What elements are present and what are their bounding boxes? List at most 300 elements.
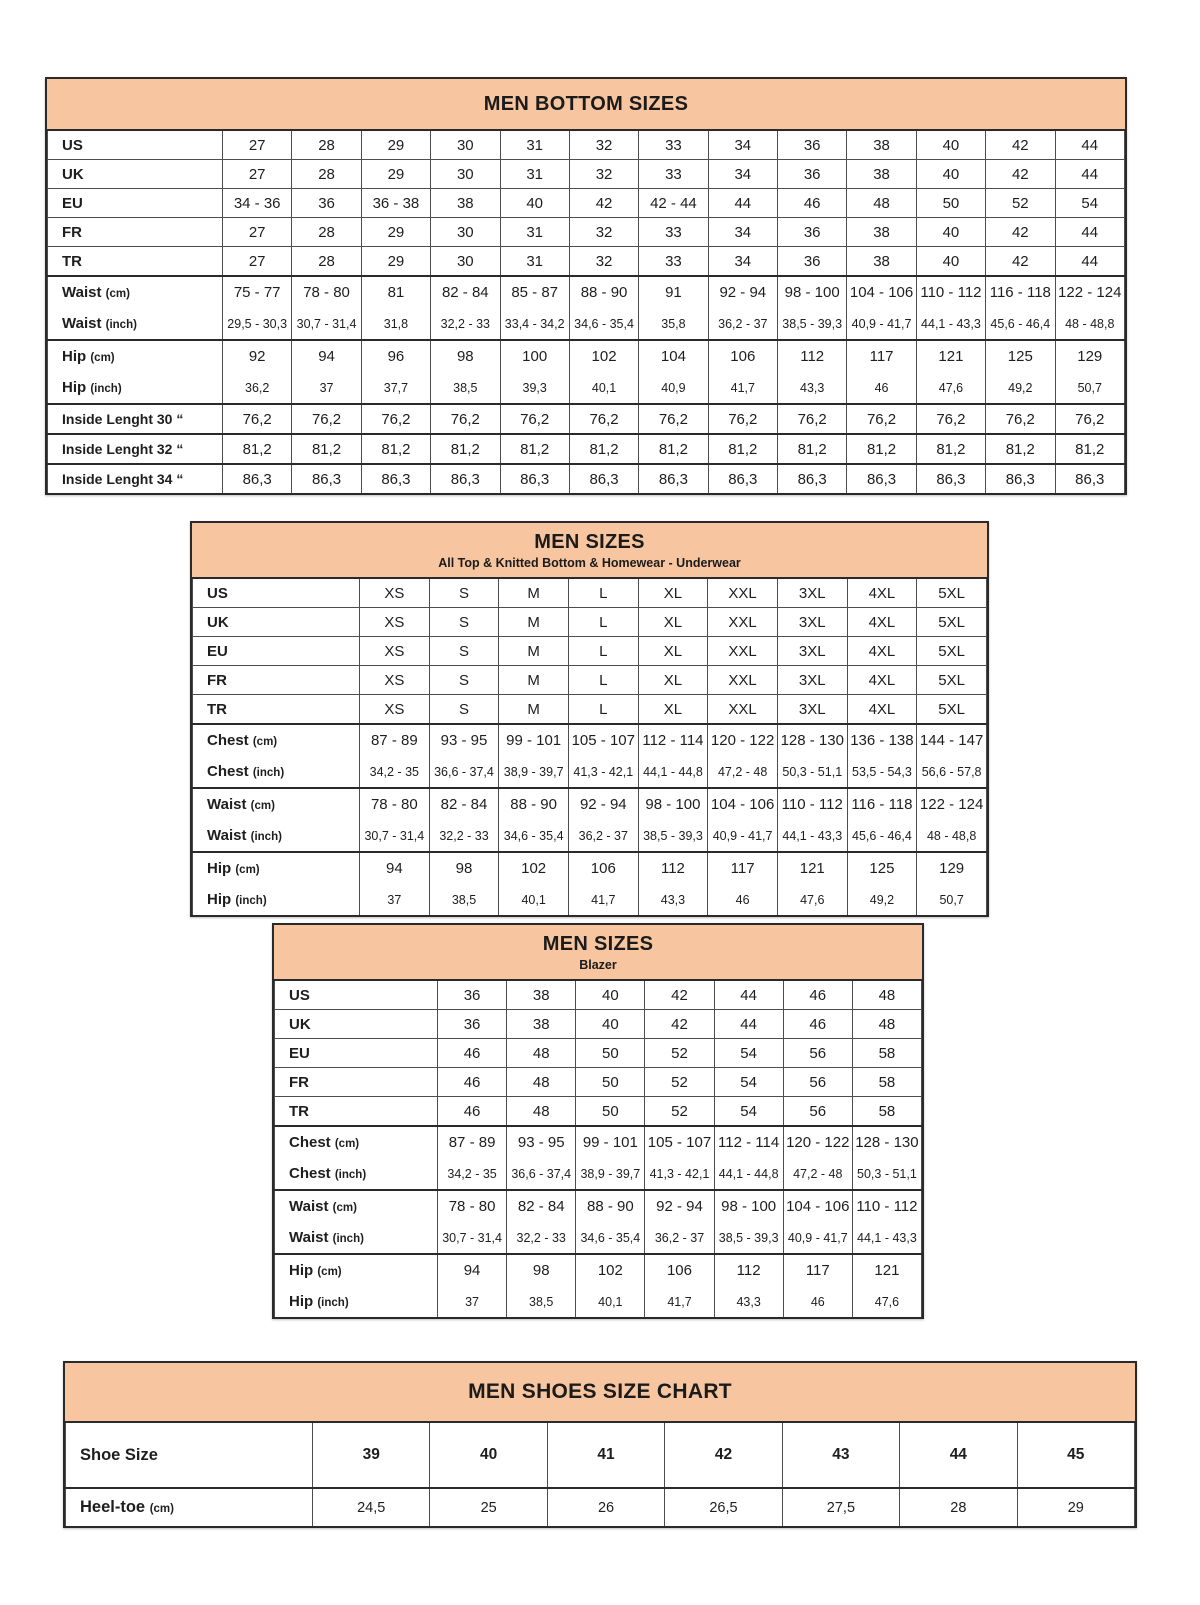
size-value-cell: 85 - 87 <box>500 276 569 308</box>
row-label: Waist (cm) <box>48 276 223 308</box>
size-value-cell: 42 <box>986 131 1055 160</box>
size-value-cell: 36,2 - 37 <box>645 1222 714 1254</box>
table-row <box>193 724 987 756</box>
size-value-cell: 121 <box>777 852 847 884</box>
size-value-cell: 32,2 - 33 <box>507 1222 576 1254</box>
table-header <box>65 1363 1135 1423</box>
size-value-cell: 78 - 80 <box>360 788 430 820</box>
row-label: US <box>193 579 360 608</box>
size-value-cell: 81,2 <box>778 434 847 464</box>
size-value-cell: 32 <box>569 218 638 247</box>
size-value-cell: 76,2 <box>1055 404 1125 434</box>
size-value-cell: 27 <box>223 160 292 189</box>
size-value-cell: 52 <box>645 1039 714 1068</box>
size-value-cell: 41,3 - 42,1 <box>568 756 638 788</box>
size-value-cell: 104 - 106 <box>847 276 916 308</box>
size-value-cell: XL <box>638 695 708 725</box>
size-value-cell: 38,5 <box>507 1286 576 1317</box>
size-value-cell: 34,6 - 35,4 <box>569 308 638 340</box>
table-title: MEN SHOES SIZE CHART <box>468 1380 732 1403</box>
size-value-cell: 32,2 - 33 <box>429 820 499 852</box>
size-value-cell: 38,9 - 39,7 <box>576 1158 645 1190</box>
size-value-cell: 29 <box>361 218 430 247</box>
size-value-cell: 40 <box>916 247 985 277</box>
size-value-cell: 5XL <box>917 579 987 608</box>
size-value-cell: 46 <box>438 1097 507 1127</box>
size-value-cell: 30,7 - 31,4 <box>292 308 361 340</box>
size-value-cell: 36 <box>438 981 507 1010</box>
size-value-cell: 117 <box>708 852 778 884</box>
table-row <box>48 340 1125 372</box>
size-value-cell: 81,2 <box>361 434 430 464</box>
size-value-cell: 98 <box>507 1254 576 1286</box>
size-value-cell: 98 <box>429 852 499 884</box>
size-value-cell: XS <box>360 637 430 666</box>
row-label: Waist (inch) <box>193 820 360 852</box>
row-label: Hip (inch) <box>48 372 223 404</box>
size-value-cell: 99 - 101 <box>499 724 569 756</box>
size-value-cell: 43,3 <box>638 884 708 915</box>
size-value-cell: XXL <box>708 579 778 608</box>
size-table <box>192 579 987 915</box>
size-value-cell: 102 <box>499 852 569 884</box>
size-value-cell: 38,5 - 39,3 <box>638 820 708 852</box>
size-value-cell: 88 - 90 <box>499 788 569 820</box>
row-label-unit: (inch) <box>334 1169 367 1181</box>
size-value-cell: 26,5 <box>665 1488 782 1526</box>
size-value-cell: 81,2 <box>223 434 292 464</box>
row-label: Waist (cm) <box>193 788 360 820</box>
size-value-cell: 86,3 <box>778 464 847 493</box>
size-value-cell: 102 <box>569 340 638 372</box>
size-value-cell: 5XL <box>917 695 987 725</box>
row-label-unit: (inch) <box>250 831 282 843</box>
size-value-cell: 56 <box>783 1068 852 1097</box>
size-value-cell: 76,2 <box>361 404 430 434</box>
size-value-cell: 86,3 <box>361 464 430 493</box>
size-value-cell: 125 <box>847 852 917 884</box>
size-value-cell: 42 <box>569 189 638 218</box>
size-value-cell: 44,1 - 43,3 <box>777 820 847 852</box>
size-value-cell: 42 <box>645 1010 714 1039</box>
size-value-cell: 96 <box>361 340 430 372</box>
size-value-cell: 75 - 77 <box>223 276 292 308</box>
size-value-cell: 30 <box>431 131 500 160</box>
row-label: UK <box>193 608 360 637</box>
row-label-unit: (cm) <box>105 288 130 300</box>
size-value-cell: 38 <box>507 1010 576 1039</box>
size-value-cell: 44 <box>714 1010 783 1039</box>
size-value-cell: S <box>429 637 499 666</box>
size-value-cell: 76,2 <box>569 404 638 434</box>
size-value-cell: 40 <box>430 1423 547 1488</box>
size-value-cell: 50,3 - 51,1 <box>852 1158 921 1190</box>
size-value-cell: 4XL <box>847 579 917 608</box>
size-value-cell: 25 <box>430 1488 547 1526</box>
size-value-cell: 35,8 <box>639 308 708 340</box>
size-value-cell: 31 <box>500 247 569 277</box>
size-value-cell: L <box>568 666 638 695</box>
table-row <box>48 372 1125 404</box>
size-value-cell: 28 <box>900 1488 1017 1526</box>
table-row <box>66 1488 1135 1526</box>
table-row <box>193 579 987 608</box>
size-value-cell: 34 <box>708 247 777 277</box>
size-value-cell: 34,2 - 35 <box>438 1158 507 1190</box>
size-value-cell: 50 <box>916 189 985 218</box>
size-value-cell: 40 <box>916 160 985 189</box>
size-value-cell: 52 <box>645 1068 714 1097</box>
size-value-cell: 76,2 <box>500 404 569 434</box>
size-value-cell: 92 - 94 <box>645 1190 714 1222</box>
size-value-cell: S <box>429 608 499 637</box>
men-shoes-size-chart-table <box>63 1361 1137 1528</box>
size-value-cell: 53,5 - 54,3 <box>847 756 917 788</box>
size-value-cell: 28 <box>292 218 361 247</box>
size-value-cell: 43 <box>782 1423 899 1488</box>
size-value-cell: 76,2 <box>639 404 708 434</box>
size-value-cell: 104 - 106 <box>783 1190 852 1222</box>
size-value-cell: 30 <box>431 247 500 277</box>
row-label-unit: (cm) <box>332 1202 357 1214</box>
size-value-cell: 86,3 <box>847 464 916 493</box>
size-value-cell: 44,1 - 43,3 <box>916 308 985 340</box>
table-row <box>48 464 1125 493</box>
row-label: Waist (inch) <box>48 308 223 340</box>
size-value-cell: 87 - 89 <box>360 724 430 756</box>
table-row <box>275 1222 922 1254</box>
size-value-cell: 58 <box>852 1097 921 1127</box>
row-label-unit: (cm) <box>252 736 278 748</box>
size-value-cell: 41,7 <box>568 884 638 915</box>
size-value-cell: 91 <box>639 276 708 308</box>
table-row <box>275 1190 922 1222</box>
size-value-cell: XS <box>360 579 430 608</box>
table-row <box>48 276 1125 308</box>
size-value-cell: 52 <box>986 189 1055 218</box>
size-value-cell: 46 <box>438 1039 507 1068</box>
row-label: FR <box>193 666 360 695</box>
size-value-cell: XS <box>360 608 430 637</box>
size-value-cell: 44 <box>1055 218 1125 247</box>
size-value-cell: 92 - 94 <box>708 276 777 308</box>
size-value-cell: 31 <box>500 160 569 189</box>
size-value-cell: 36,2 - 37 <box>568 820 638 852</box>
size-value-cell: 82 - 84 <box>507 1190 576 1222</box>
size-value-cell: 48 <box>507 1068 576 1097</box>
size-value-cell: 44,1 - 44,8 <box>638 756 708 788</box>
size-value-cell: 27 <box>223 218 292 247</box>
size-value-cell: 122 - 124 <box>917 788 987 820</box>
size-value-cell: 49,2 <box>986 372 1055 404</box>
size-value-cell: 38,5 <box>429 884 499 915</box>
row-label-unit: (cm) <box>90 352 115 364</box>
size-value-cell: 33 <box>639 218 708 247</box>
size-value-cell: XL <box>638 579 708 608</box>
size-value-cell: 76,2 <box>708 404 777 434</box>
size-value-cell: 81 <box>361 276 430 308</box>
size-value-cell: 27 <box>223 131 292 160</box>
size-value-cell: 38 <box>507 981 576 1010</box>
table-row <box>275 1286 922 1317</box>
size-value-cell: 46 <box>708 884 778 915</box>
size-value-cell: 129 <box>917 852 987 884</box>
size-value-cell: 37 <box>438 1286 507 1317</box>
size-value-cell: 76,2 <box>847 404 916 434</box>
size-value-cell: 105 - 107 <box>645 1126 714 1158</box>
size-table <box>47 131 1125 493</box>
table-row <box>193 852 987 884</box>
size-value-cell: 4XL <box>847 637 917 666</box>
size-value-cell: 3XL <box>777 637 847 666</box>
size-value-cell: L <box>568 608 638 637</box>
table-header <box>274 925 922 981</box>
size-value-cell: 32 <box>569 247 638 277</box>
size-value-cell: M <box>499 579 569 608</box>
size-value-cell: 122 - 124 <box>1055 276 1125 308</box>
size-value-cell: 81,2 <box>708 434 777 464</box>
size-value-cell: 56 <box>783 1039 852 1068</box>
table-row <box>66 1423 1135 1488</box>
size-value-cell: 24,5 <box>313 1488 430 1526</box>
size-value-cell: 29 <box>361 131 430 160</box>
size-value-cell: 117 <box>783 1254 852 1286</box>
size-value-cell: 36 <box>778 160 847 189</box>
size-value-cell: 50,7 <box>917 884 987 915</box>
size-value-cell: 27 <box>223 247 292 277</box>
size-value-cell: 45,6 - 46,4 <box>986 308 1055 340</box>
size-value-cell: 40 <box>916 131 985 160</box>
size-value-cell: 42 <box>986 160 1055 189</box>
size-value-cell: 34 <box>708 131 777 160</box>
size-value-cell: 116 - 118 <box>847 788 917 820</box>
size-value-cell: 88 - 90 <box>569 276 638 308</box>
size-value-cell: 38 <box>847 160 916 189</box>
size-value-cell: 112 <box>714 1254 783 1286</box>
size-value-cell: 36 - 38 <box>361 189 430 218</box>
size-value-cell: XL <box>638 666 708 695</box>
size-value-cell: M <box>499 666 569 695</box>
table-row <box>48 189 1125 218</box>
row-label: Waist (inch) <box>275 1222 438 1254</box>
size-value-cell: 36 <box>438 1010 507 1039</box>
size-value-cell: 40,9 - 41,7 <box>708 820 778 852</box>
size-value-cell: 92 <box>223 340 292 372</box>
size-value-cell: 46 <box>783 981 852 1010</box>
size-value-cell: 32,2 - 33 <box>431 308 500 340</box>
row-label: Inside Lenght 32 “ <box>48 434 223 464</box>
size-value-cell: 28 <box>292 247 361 277</box>
size-value-cell: 38,5 <box>431 372 500 404</box>
table-row <box>275 1068 922 1097</box>
size-value-cell: 106 <box>708 340 777 372</box>
size-value-cell: XXL <box>708 637 778 666</box>
table-row <box>275 1158 922 1190</box>
men-sizes-top-table <box>190 521 989 917</box>
size-value-cell: 40,1 <box>499 884 569 915</box>
row-label: Inside Lenght 30 “ <box>48 404 223 434</box>
table-header <box>192 523 987 579</box>
size-value-cell: 40,9 - 41,7 <box>783 1222 852 1254</box>
size-value-cell: S <box>429 579 499 608</box>
row-label-unit: (cm) <box>149 1503 174 1515</box>
size-value-cell: 81,2 <box>1055 434 1125 464</box>
size-value-cell: 40,1 <box>569 372 638 404</box>
size-value-cell: 42 <box>986 218 1055 247</box>
size-value-cell: 93 - 95 <box>507 1126 576 1158</box>
table-row <box>48 218 1125 247</box>
size-value-cell: 48 <box>852 1010 921 1039</box>
size-value-cell: 48 - 48,8 <box>1055 308 1125 340</box>
size-value-cell: 44 <box>1055 160 1125 189</box>
size-value-cell: 82 - 84 <box>431 276 500 308</box>
size-value-cell: 41,3 - 42,1 <box>645 1158 714 1190</box>
size-value-cell: 4XL <box>847 608 917 637</box>
size-value-cell: 5XL <box>917 637 987 666</box>
size-value-cell: 29 <box>361 160 430 189</box>
size-value-cell: XXL <box>708 695 778 725</box>
row-label-unit: (inch) <box>235 895 267 907</box>
size-value-cell: 38,9 - 39,7 <box>499 756 569 788</box>
row-label: FR <box>275 1068 438 1097</box>
size-value-cell: 88 - 90 <box>576 1190 645 1222</box>
table-row <box>48 404 1125 434</box>
size-value-cell: 27,5 <box>782 1488 899 1526</box>
size-value-cell: 106 <box>645 1254 714 1286</box>
table-title: MEN SIZES <box>534 530 645 553</box>
row-label: EU <box>275 1039 438 1068</box>
size-value-cell: 56 <box>783 1097 852 1127</box>
size-value-cell: 33 <box>639 131 708 160</box>
size-value-cell: 43,3 <box>778 372 847 404</box>
size-value-cell: 47,6 <box>852 1286 921 1317</box>
row-label-unit: (cm) <box>235 864 260 876</box>
size-value-cell: 112 - 114 <box>638 724 708 756</box>
size-value-cell: 81,2 <box>431 434 500 464</box>
row-label: TR <box>193 695 360 725</box>
size-value-cell: 81,2 <box>986 434 1055 464</box>
table-row <box>193 756 987 788</box>
size-value-cell: 54 <box>714 1068 783 1097</box>
size-value-cell: 98 <box>431 340 500 372</box>
row-label: Chest (inch) <box>275 1158 438 1190</box>
size-table <box>274 981 922 1317</box>
size-value-cell: 41 <box>547 1423 664 1488</box>
size-value-cell: 49,2 <box>847 884 917 915</box>
size-value-cell: 112 - 114 <box>714 1126 783 1158</box>
row-label-unit: (inch) <box>317 1297 349 1309</box>
size-value-cell: 29 <box>361 247 430 277</box>
size-value-cell: 105 - 107 <box>568 724 638 756</box>
size-value-cell: 128 - 130 <box>852 1126 921 1158</box>
size-value-cell: 104 <box>639 340 708 372</box>
size-value-cell: 106 <box>568 852 638 884</box>
size-value-cell: 36,2 - 37 <box>708 308 777 340</box>
size-value-cell: M <box>499 608 569 637</box>
size-value-cell: 4XL <box>847 666 917 695</box>
size-value-cell: 30 <box>431 218 500 247</box>
size-value-cell: 94 <box>292 340 361 372</box>
size-value-cell: 76,2 <box>431 404 500 434</box>
size-value-cell: 120 - 122 <box>783 1126 852 1158</box>
size-value-cell: 87 - 89 <box>438 1126 507 1158</box>
size-value-cell: 81,2 <box>639 434 708 464</box>
row-label-unit: (cm) <box>317 1266 342 1278</box>
table-row <box>193 666 987 695</box>
size-value-cell: 31,8 <box>361 308 430 340</box>
size-value-cell: 31 <box>500 218 569 247</box>
size-value-cell: 3XL <box>777 608 847 637</box>
size-value-cell: XL <box>638 608 708 637</box>
size-value-cell: 121 <box>916 340 985 372</box>
row-label: US <box>275 981 438 1010</box>
table-row <box>275 1010 922 1039</box>
table-row <box>275 1254 922 1286</box>
size-value-cell: 36 <box>778 247 847 277</box>
row-label: Hip (inch) <box>193 884 360 915</box>
row-label-unit: (cm) <box>334 1138 360 1150</box>
size-value-cell: 81,2 <box>569 434 638 464</box>
size-value-cell: 36,6 - 37,4 <box>429 756 499 788</box>
size-value-cell: 54 <box>714 1039 783 1068</box>
size-value-cell: 29,5 - 30,3 <box>223 308 292 340</box>
table-subtitle: Blazer <box>579 957 617 972</box>
size-value-cell: XXL <box>708 608 778 637</box>
size-value-cell: 38 <box>847 247 916 277</box>
size-value-cell: 112 <box>638 852 708 884</box>
size-value-cell: 81,2 <box>847 434 916 464</box>
size-value-cell: 47,2 - 48 <box>708 756 778 788</box>
size-value-cell: M <box>499 695 569 725</box>
size-value-cell: 40 <box>500 189 569 218</box>
size-value-cell: 34 <box>708 160 777 189</box>
size-value-cell: 38,5 - 39,3 <box>778 308 847 340</box>
row-label: EU <box>193 637 360 666</box>
row-label: Hip (cm) <box>193 852 360 884</box>
size-value-cell: 41,7 <box>708 372 777 404</box>
size-value-cell: 76,2 <box>916 404 985 434</box>
table-header <box>47 79 1125 131</box>
size-value-cell: 42 - 44 <box>639 189 708 218</box>
size-value-cell: 56,6 - 57,8 <box>917 756 987 788</box>
size-value-cell: 86,3 <box>500 464 569 493</box>
size-value-cell: XL <box>638 637 708 666</box>
size-value-cell: 41,7 <box>645 1286 714 1317</box>
size-value-cell: 3XL <box>777 666 847 695</box>
size-value-cell: 112 <box>778 340 847 372</box>
row-label-unit: (inch) <box>90 383 122 395</box>
size-value-cell: 82 - 84 <box>429 788 499 820</box>
size-value-cell: 81,2 <box>500 434 569 464</box>
size-value-cell: 58 <box>852 1039 921 1068</box>
size-value-cell: 29 <box>1017 1488 1134 1526</box>
size-value-cell: 86,3 <box>708 464 777 493</box>
size-value-cell: 45 <box>1017 1423 1134 1488</box>
size-value-cell: 32 <box>569 160 638 189</box>
table-title: MEN BOTTOM SIZES <box>483 92 689 115</box>
size-value-cell: 28 <box>292 160 361 189</box>
size-value-cell: 38 <box>847 131 916 160</box>
size-value-cell: 40,9 <box>639 372 708 404</box>
size-value-cell: 36 <box>292 189 361 218</box>
row-label-unit: (inch) <box>332 1233 364 1245</box>
size-value-cell: 50 <box>576 1068 645 1097</box>
size-value-cell: 125 <box>986 340 1055 372</box>
size-value-cell: 34,6 - 35,4 <box>576 1222 645 1254</box>
row-label: Hip (cm) <box>275 1254 438 1286</box>
table-row <box>48 247 1125 277</box>
size-value-cell: 110 - 112 <box>852 1190 921 1222</box>
